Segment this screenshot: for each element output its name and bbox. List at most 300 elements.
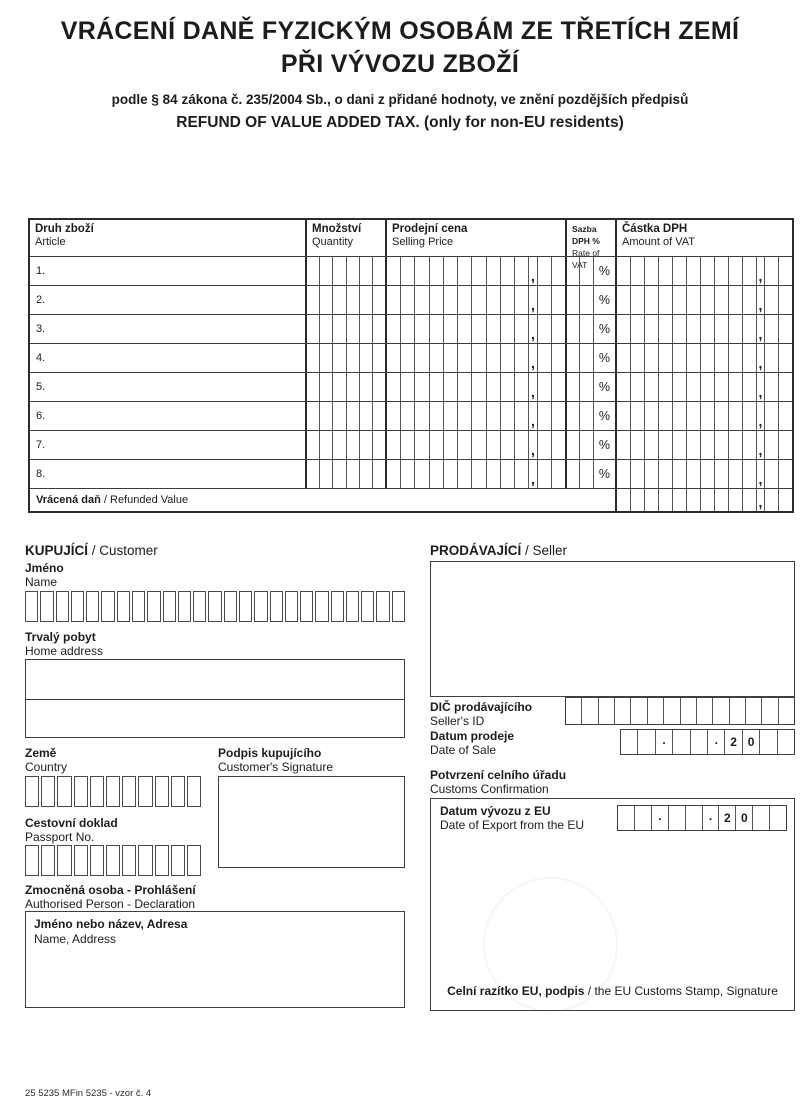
digit-cell[interactable] bbox=[700, 315, 714, 343]
digit-cell[interactable] bbox=[387, 286, 400, 314]
char-cell[interactable] bbox=[155, 845, 169, 876]
digit-cell[interactable] bbox=[471, 315, 485, 343]
digit-cell[interactable] bbox=[644, 315, 658, 343]
digit-cell[interactable] bbox=[658, 286, 672, 314]
digit-cell[interactable] bbox=[457, 373, 471, 401]
digit-cell[interactable] bbox=[537, 344, 551, 372]
digit-cell[interactable] bbox=[630, 373, 644, 401]
digit-cell[interactable] bbox=[551, 257, 565, 285]
digit-cell[interactable] bbox=[443, 402, 457, 430]
digit-cell[interactable] bbox=[686, 344, 700, 372]
digit-cell[interactable] bbox=[567, 315, 579, 343]
digit-cell[interactable] bbox=[658, 460, 672, 488]
char-cell[interactable] bbox=[56, 591, 69, 622]
digit-cell[interactable] bbox=[690, 730, 707, 754]
digit-cell[interactable] bbox=[551, 402, 565, 430]
digit-cell[interactable] bbox=[307, 460, 319, 488]
digit-cell[interactable] bbox=[742, 402, 756, 430]
digit-cell[interactable] bbox=[471, 286, 485, 314]
digit-cell[interactable] bbox=[579, 344, 592, 372]
vat-rate-cells[interactable] bbox=[565, 402, 615, 430]
char-cell[interactable] bbox=[101, 591, 114, 622]
digit-cell[interactable] bbox=[617, 315, 630, 343]
digit-cell[interactable] bbox=[700, 489, 714, 511]
digit-cell[interactable] bbox=[617, 373, 630, 401]
digit-cell[interactable] bbox=[471, 460, 485, 488]
vat-amount-cells[interactable] bbox=[615, 373, 792, 401]
selling-price-cells[interactable] bbox=[385, 431, 565, 459]
digit-cell[interactable] bbox=[630, 344, 644, 372]
digit-cell[interactable] bbox=[617, 402, 630, 430]
digit-cell[interactable] bbox=[567, 431, 579, 459]
digit-cell[interactable] bbox=[346, 344, 359, 372]
digit-cell[interactable] bbox=[400, 257, 414, 285]
digit-cell[interactable] bbox=[700, 431, 714, 459]
digit-cell[interactable] bbox=[764, 489, 778, 511]
digit-cell[interactable] bbox=[537, 402, 551, 430]
char-cell[interactable] bbox=[193, 591, 206, 622]
char-cell[interactable] bbox=[630, 698, 646, 724]
digit-cell[interactable] bbox=[372, 460, 385, 488]
selling-price-cells[interactable] bbox=[385, 460, 565, 488]
char-cell[interactable] bbox=[224, 591, 237, 622]
char-cell[interactable] bbox=[566, 698, 581, 724]
char-cell[interactable] bbox=[25, 845, 39, 876]
digit-cell[interactable] bbox=[658, 257, 672, 285]
digit-cell[interactable] bbox=[672, 257, 686, 285]
digit-cell[interactable] bbox=[630, 257, 644, 285]
digit-cell[interactable] bbox=[579, 257, 592, 285]
digit-cell[interactable] bbox=[551, 460, 565, 488]
char-cell[interactable] bbox=[614, 698, 630, 724]
digit-cell[interactable] bbox=[742, 373, 756, 401]
selling-price-cells[interactable] bbox=[385, 315, 565, 343]
digit-cell[interactable] bbox=[714, 286, 728, 314]
digit-cell[interactable] bbox=[443, 373, 457, 401]
digit-cell[interactable] bbox=[471, 344, 485, 372]
digit-cell[interactable] bbox=[429, 257, 443, 285]
char-cell[interactable] bbox=[138, 845, 152, 876]
digit-cell[interactable] bbox=[537, 286, 551, 314]
digit-cell[interactable] bbox=[486, 402, 500, 430]
digit-cell[interactable] bbox=[537, 257, 551, 285]
char-cell[interactable] bbox=[74, 845, 88, 876]
digit-cell[interactable] bbox=[686, 402, 700, 430]
digit-cell[interactable] bbox=[700, 344, 714, 372]
vat-rate-cells[interactable] bbox=[565, 315, 615, 343]
digit-cell[interactable] bbox=[307, 344, 319, 372]
vat-rate-cells[interactable] bbox=[565, 257, 615, 285]
digit-cell[interactable] bbox=[307, 402, 319, 430]
vat-amount-cells[interactable] bbox=[615, 431, 792, 459]
digit-cell[interactable] bbox=[443, 257, 457, 285]
char-cell[interactable] bbox=[178, 591, 191, 622]
digit-cell[interactable] bbox=[742, 431, 756, 459]
digit-cell[interactable] bbox=[658, 344, 672, 372]
char-cell[interactable] bbox=[598, 698, 614, 724]
digit-cell[interactable] bbox=[742, 257, 756, 285]
vat-rate-cells[interactable] bbox=[565, 286, 615, 314]
digit-cell[interactable] bbox=[387, 315, 400, 343]
char-cell[interactable] bbox=[712, 698, 728, 724]
digit-cell[interactable] bbox=[617, 431, 630, 459]
digit-cell[interactable] bbox=[579, 315, 592, 343]
digit-cell[interactable] bbox=[644, 460, 658, 488]
digit-cell[interactable] bbox=[500, 257, 514, 285]
digit-cell[interactable] bbox=[714, 489, 728, 511]
digit-cell[interactable] bbox=[346, 431, 359, 459]
digit-cell[interactable] bbox=[387, 431, 400, 459]
digit-cell[interactable] bbox=[742, 460, 756, 488]
digit-cell[interactable] bbox=[728, 315, 742, 343]
digit-cell[interactable] bbox=[400, 286, 414, 314]
digit-cell[interactable] bbox=[307, 373, 319, 401]
seller-info-box[interactable] bbox=[430, 561, 795, 697]
digit-cell[interactable] bbox=[714, 431, 728, 459]
digit-cell[interactable] bbox=[658, 489, 672, 511]
digit-cell[interactable] bbox=[429, 315, 443, 343]
digit-cell[interactable] bbox=[457, 344, 471, 372]
digit-cell[interactable] bbox=[514, 431, 528, 459]
char-cell[interactable] bbox=[187, 845, 201, 876]
char-cell[interactable] bbox=[361, 591, 374, 622]
digit-cell[interactable] bbox=[728, 373, 742, 401]
char-cell[interactable] bbox=[86, 591, 99, 622]
char-cell[interactable] bbox=[346, 591, 359, 622]
digit-cell[interactable] bbox=[414, 315, 428, 343]
digit-cell[interactable] bbox=[778, 344, 792, 372]
digit-cell[interactable] bbox=[778, 315, 792, 343]
char-cell[interactable] bbox=[729, 698, 745, 724]
export-date-grid[interactable] bbox=[617, 805, 787, 831]
customer-signature-box[interactable] bbox=[218, 776, 405, 868]
selling-price-cells[interactable] bbox=[385, 286, 565, 314]
digit-cell[interactable] bbox=[537, 315, 551, 343]
char-cell[interactable] bbox=[761, 698, 777, 724]
digit-cell[interactable] bbox=[686, 286, 700, 314]
digit-cell[interactable] bbox=[764, 402, 778, 430]
digit-cell[interactable] bbox=[621, 730, 637, 754]
digit-cell[interactable] bbox=[500, 460, 514, 488]
digit-cell[interactable] bbox=[764, 373, 778, 401]
digit-cell[interactable] bbox=[778, 431, 792, 459]
quantity-cells[interactable] bbox=[305, 344, 385, 372]
digit-cell[interactable] bbox=[443, 460, 457, 488]
digit-cell[interactable] bbox=[500, 373, 514, 401]
digit-cell[interactable] bbox=[400, 315, 414, 343]
digit-cell[interactable] bbox=[457, 257, 471, 285]
digit-cell[interactable] bbox=[514, 373, 528, 401]
digit-cell[interactable] bbox=[443, 286, 457, 314]
char-cell[interactable] bbox=[155, 776, 169, 807]
digit-cell[interactable] bbox=[579, 286, 592, 314]
quantity-cells[interactable] bbox=[305, 460, 385, 488]
digit-cell[interactable] bbox=[630, 286, 644, 314]
char-cell[interactable] bbox=[376, 591, 389, 622]
digit-cell[interactable] bbox=[486, 460, 500, 488]
digit-cell[interactable] bbox=[579, 460, 592, 488]
char-cell[interactable] bbox=[122, 776, 136, 807]
digit-cell[interactable] bbox=[332, 402, 345, 430]
digit-cell[interactable] bbox=[644, 257, 658, 285]
char-cell[interactable] bbox=[647, 698, 663, 724]
digit-cell[interactable] bbox=[429, 286, 443, 314]
digit-cell[interactable] bbox=[567, 373, 579, 401]
char-cell[interactable] bbox=[90, 845, 104, 876]
digit-cell[interactable] bbox=[332, 344, 345, 372]
selling-price-cells[interactable] bbox=[385, 402, 565, 430]
digit-cell[interactable] bbox=[372, 257, 385, 285]
digit-cell[interactable] bbox=[414, 344, 428, 372]
digit-cell[interactable] bbox=[714, 257, 728, 285]
digit-cell[interactable] bbox=[764, 257, 778, 285]
char-cell[interactable] bbox=[106, 776, 120, 807]
quantity-cells[interactable] bbox=[305, 257, 385, 285]
char-cell[interactable] bbox=[122, 845, 136, 876]
digit-cell[interactable] bbox=[332, 431, 345, 459]
digit-cell[interactable] bbox=[319, 460, 332, 488]
digit-cell[interactable] bbox=[630, 460, 644, 488]
digit-cell[interactable] bbox=[346, 460, 359, 488]
digit-cell[interactable] bbox=[471, 402, 485, 430]
digit-cell[interactable] bbox=[644, 489, 658, 511]
char-cell[interactable] bbox=[171, 776, 185, 807]
digit-cell[interactable] bbox=[387, 257, 400, 285]
digit-cell[interactable] bbox=[630, 315, 644, 343]
digit-cell[interactable] bbox=[400, 344, 414, 372]
digit-cell[interactable] bbox=[387, 373, 400, 401]
digit-cell[interactable] bbox=[778, 460, 792, 488]
char-cell[interactable] bbox=[74, 776, 88, 807]
digit-cell[interactable] bbox=[486, 315, 500, 343]
char-cell[interactable] bbox=[696, 698, 712, 724]
digit-cell[interactable] bbox=[644, 344, 658, 372]
digit-cell[interactable] bbox=[457, 315, 471, 343]
char-cell[interactable] bbox=[208, 591, 221, 622]
digit-cell[interactable] bbox=[668, 806, 685, 830]
digit-cell[interactable] bbox=[658, 431, 672, 459]
char-cell[interactable] bbox=[40, 591, 53, 622]
digit-cell[interactable] bbox=[764, 315, 778, 343]
digit-cell[interactable] bbox=[332, 373, 345, 401]
digit-cell[interactable] bbox=[514, 286, 528, 314]
digit-cell[interactable] bbox=[551, 344, 565, 372]
digit-cell[interactable] bbox=[486, 257, 500, 285]
digit-cell[interactable] bbox=[778, 373, 792, 401]
quantity-cells[interactable] bbox=[305, 373, 385, 401]
digit-cell[interactable] bbox=[346, 286, 359, 314]
digit-cell[interactable] bbox=[500, 344, 514, 372]
digit-cell[interactable] bbox=[400, 373, 414, 401]
digit-cell[interactable] bbox=[764, 460, 778, 488]
digit-cell[interactable] bbox=[752, 806, 769, 830]
digit-cell[interactable] bbox=[359, 315, 372, 343]
digit-cell[interactable] bbox=[700, 460, 714, 488]
char-cell[interactable] bbox=[25, 591, 38, 622]
digit-cell[interactable] bbox=[714, 373, 728, 401]
digit-cell[interactable] bbox=[567, 460, 579, 488]
digit-cell[interactable] bbox=[630, 402, 644, 430]
digit-cell[interactable] bbox=[759, 730, 776, 754]
selling-price-cells[interactable] bbox=[385, 257, 565, 285]
vat-amount-cells[interactable] bbox=[615, 315, 792, 343]
digit-cell[interactable] bbox=[443, 344, 457, 372]
digit-cell[interactable] bbox=[700, 402, 714, 430]
digit-cell[interactable] bbox=[486, 344, 500, 372]
digit-cell[interactable] bbox=[567, 344, 579, 372]
vat-amount-cells[interactable] bbox=[615, 460, 792, 488]
char-cell[interactable] bbox=[254, 591, 267, 622]
digit-cell[interactable] bbox=[644, 402, 658, 430]
digit-cell[interactable] bbox=[714, 315, 728, 343]
digit-cell[interactable] bbox=[346, 257, 359, 285]
digit-cell[interactable] bbox=[359, 373, 372, 401]
digit-cell[interactable] bbox=[617, 344, 630, 372]
digit-cell[interactable] bbox=[332, 315, 345, 343]
quantity-cells[interactable] bbox=[305, 286, 385, 314]
digit-cell[interactable] bbox=[764, 344, 778, 372]
digit-cell[interactable] bbox=[500, 315, 514, 343]
digit-cell[interactable] bbox=[778, 402, 792, 430]
digit-cell[interactable] bbox=[742, 315, 756, 343]
digit-cell[interactable] bbox=[359, 431, 372, 459]
char-cell[interactable] bbox=[239, 591, 252, 622]
digit-cell[interactable] bbox=[319, 257, 332, 285]
digit-cell[interactable] bbox=[346, 373, 359, 401]
quantity-cells[interactable] bbox=[305, 431, 385, 459]
digit-cell[interactable] bbox=[778, 489, 792, 511]
digit-cell[interactable] bbox=[728, 257, 742, 285]
digit-cell[interactable] bbox=[742, 344, 756, 372]
char-cell[interactable] bbox=[132, 591, 145, 622]
vat-rate-cells[interactable] bbox=[565, 431, 615, 459]
date-of-sale-grid[interactable] bbox=[620, 729, 795, 755]
digit-cell[interactable] bbox=[551, 431, 565, 459]
name-grid[interactable] bbox=[25, 591, 405, 622]
digit-cell[interactable] bbox=[457, 431, 471, 459]
digit-cell[interactable] bbox=[372, 286, 385, 314]
digit-cell[interactable] bbox=[672, 344, 686, 372]
digit-cell[interactable] bbox=[414, 431, 428, 459]
digit-cell[interactable] bbox=[346, 315, 359, 343]
digit-cell[interactable] bbox=[414, 460, 428, 488]
digit-cell[interactable] bbox=[319, 431, 332, 459]
digit-cell[interactable] bbox=[551, 286, 565, 314]
digit-cell[interactable] bbox=[414, 257, 428, 285]
digit-cell[interactable] bbox=[414, 286, 428, 314]
char-cell[interactable] bbox=[117, 591, 130, 622]
digit-cell[interactable] bbox=[778, 286, 792, 314]
digit-cell[interactable] bbox=[514, 402, 528, 430]
char-cell[interactable] bbox=[663, 698, 679, 724]
digit-cell[interactable] bbox=[769, 806, 786, 830]
digit-cell[interactable] bbox=[672, 730, 689, 754]
digit-cell[interactable] bbox=[332, 286, 345, 314]
char-cell[interactable] bbox=[285, 591, 298, 622]
selling-price-cells[interactable] bbox=[385, 344, 565, 372]
home-address-box[interactable] bbox=[25, 659, 405, 738]
digit-cell[interactable] bbox=[514, 460, 528, 488]
digit-cell[interactable] bbox=[471, 257, 485, 285]
digit-cell[interactable] bbox=[400, 431, 414, 459]
char-cell[interactable] bbox=[392, 591, 405, 622]
digit-cell[interactable] bbox=[372, 315, 385, 343]
digit-cell[interactable] bbox=[359, 257, 372, 285]
digit-cell[interactable] bbox=[414, 402, 428, 430]
digit-cell[interactable] bbox=[579, 431, 592, 459]
char-cell[interactable] bbox=[57, 776, 71, 807]
quantity-cells[interactable] bbox=[305, 315, 385, 343]
digit-cell[interactable] bbox=[319, 402, 332, 430]
char-cell[interactable] bbox=[41, 776, 55, 807]
digit-cell[interactable] bbox=[637, 730, 654, 754]
digit-cell[interactable] bbox=[700, 373, 714, 401]
digit-cell[interactable] bbox=[700, 257, 714, 285]
digit-cell[interactable] bbox=[686, 431, 700, 459]
digit-cell[interactable] bbox=[443, 315, 457, 343]
digit-cell[interactable] bbox=[429, 344, 443, 372]
digit-cell[interactable] bbox=[686, 489, 700, 511]
digit-cell[interactable] bbox=[685, 806, 702, 830]
digit-cell[interactable] bbox=[728, 460, 742, 488]
digit-cell[interactable] bbox=[672, 402, 686, 430]
digit-cell[interactable] bbox=[387, 344, 400, 372]
digit-cell[interactable] bbox=[778, 257, 792, 285]
digit-cell[interactable] bbox=[359, 286, 372, 314]
digit-cell[interactable] bbox=[658, 402, 672, 430]
selling-price-cells[interactable] bbox=[385, 373, 565, 401]
digit-cell[interactable] bbox=[764, 286, 778, 314]
char-cell[interactable] bbox=[106, 845, 120, 876]
digit-cell[interactable] bbox=[500, 286, 514, 314]
digit-cell[interactable] bbox=[471, 373, 485, 401]
digit-cell[interactable] bbox=[658, 373, 672, 401]
digit-cell[interactable] bbox=[359, 344, 372, 372]
digit-cell[interactable] bbox=[672, 460, 686, 488]
digit-cell[interactable] bbox=[728, 489, 742, 511]
char-cell[interactable] bbox=[187, 776, 201, 807]
char-cell[interactable] bbox=[71, 591, 84, 622]
digit-cell[interactable] bbox=[319, 315, 332, 343]
digit-cell[interactable] bbox=[372, 344, 385, 372]
digit-cell[interactable] bbox=[457, 286, 471, 314]
digit-cell[interactable] bbox=[307, 257, 319, 285]
digit-cell[interactable] bbox=[567, 257, 579, 285]
quantity-cells[interactable] bbox=[305, 402, 385, 430]
char-cell[interactable] bbox=[300, 591, 313, 622]
char-cell[interactable] bbox=[270, 591, 283, 622]
digit-cell[interactable] bbox=[728, 402, 742, 430]
digit-cell[interactable] bbox=[372, 431, 385, 459]
digit-cell[interactable] bbox=[686, 373, 700, 401]
digit-cell[interactable] bbox=[777, 730, 794, 754]
digit-cell[interactable] bbox=[714, 402, 728, 430]
digit-cell[interactable] bbox=[672, 489, 686, 511]
vat-rate-cells[interactable] bbox=[565, 460, 615, 488]
char-cell[interactable] bbox=[778, 698, 794, 724]
digit-cell[interactable] bbox=[372, 373, 385, 401]
digit-cell[interactable] bbox=[551, 315, 565, 343]
digit-cell[interactable] bbox=[567, 402, 579, 430]
digit-cell[interactable] bbox=[686, 460, 700, 488]
char-cell[interactable] bbox=[147, 591, 160, 622]
digit-cell[interactable] bbox=[617, 286, 630, 314]
digit-cell[interactable] bbox=[307, 315, 319, 343]
seller-id-grid[interactable] bbox=[565, 697, 795, 725]
vat-rate-cells[interactable] bbox=[565, 344, 615, 372]
digit-cell[interactable] bbox=[332, 460, 345, 488]
char-cell[interactable] bbox=[331, 591, 344, 622]
